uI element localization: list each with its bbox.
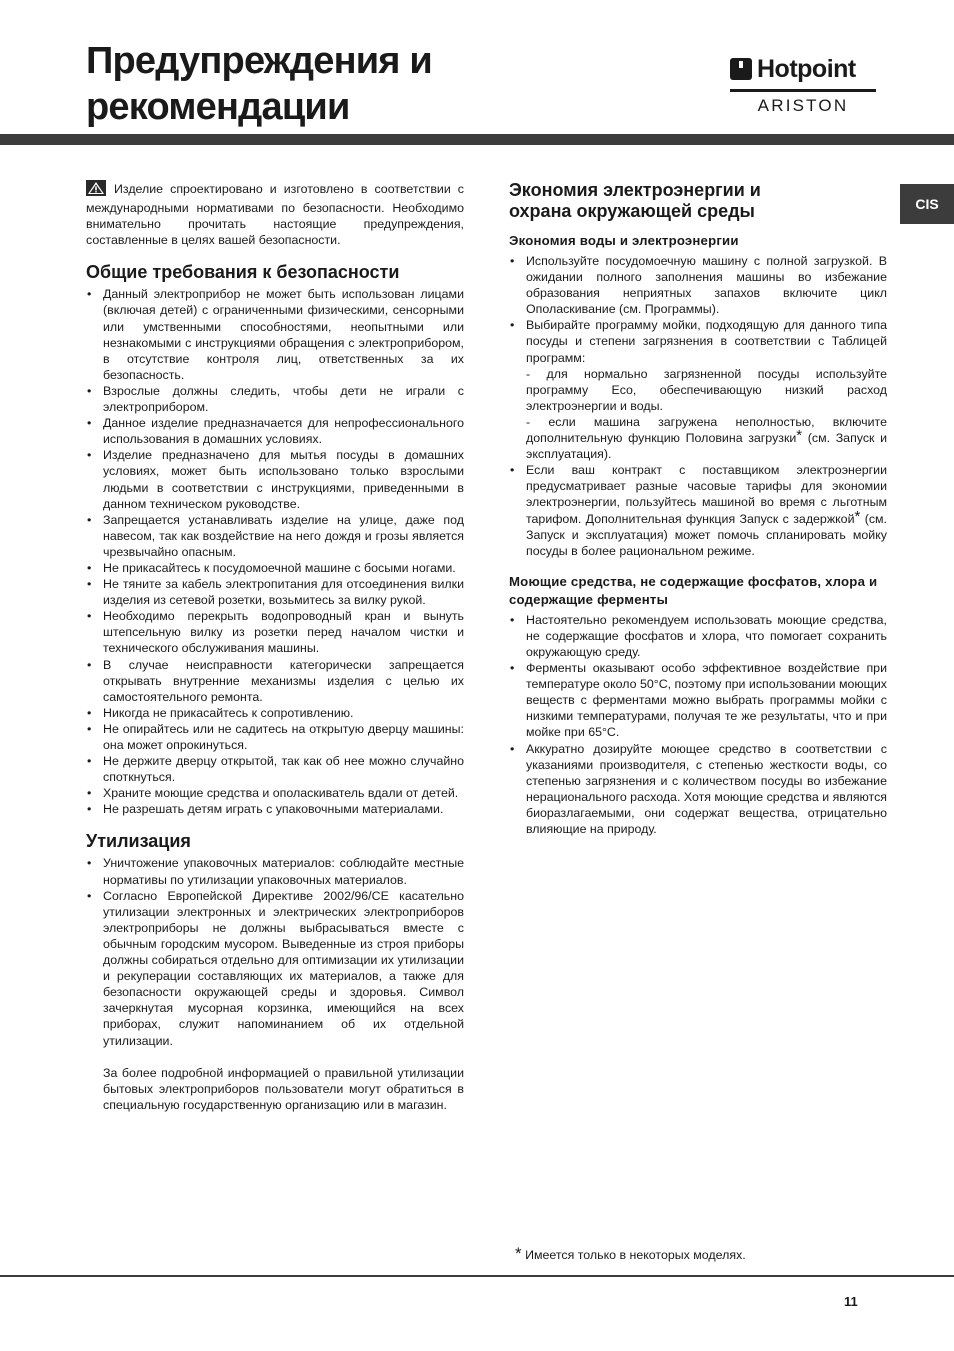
safety-list: [86, 286, 464, 817]
half-load-text: - если машина загружена неполностью, включите дополнительную функцию Половина загрузки: [526, 414, 887, 446]
footnote-marker: *: [854, 507, 861, 525]
safety-heading: Общие требования к безопасности: [86, 262, 400, 283]
page-title: [86, 38, 432, 130]
list-item: • Данное изделие предназначается для непрофессионального использования в домашних условиях.: [86, 415, 464, 447]
disposal-heading: Утилизация: [86, 831, 191, 852]
disposal-info-text: За более подробной информацией о правильной утилизации бытовых электроприборов пользователи могут обратиться в специальную государственную организацию или в магазин.: [103, 1065, 464, 1112]
detergents-list: [509, 612, 887, 837]
list-item: [86, 888, 464, 1113]
list-item: [509, 317, 887, 462]
brand-divider: [730, 89, 876, 92]
brand-mark-icon: [730, 58, 752, 80]
normal-soil-text: - для нормально загрязненной посуды используйте программу Eco, обеспечивающую низкий расход электроэнергии и воды.: [526, 366, 887, 413]
tariff-text: Если ваш контракт с поставщиком электроэнергии предусматривает разные часовые тарифы для экономии электроэнергии, пользуйтесь машиной во время с льготным тарифом. Дополнительная функция Запуск с задержкой: [526, 463, 887, 526]
program-choice-text: Выбирайте программу мойки, подходящую для данного типа посуды и степени загрязнения в соответствии с Таблицей программ:: [526, 318, 887, 365]
tariff-tail: (см. Запуск и эксплуатация) может помочь спланировать мойку посуды в более рациональном режиме.: [526, 511, 888, 558]
list-item: • Изделие предназначено для мытья посуды в домашних условиях, может быть использовано только взрослыми людьми в соответствии с инструкциями, приведенными в данном техническом руководстве.: [86, 447, 464, 511]
warning-icon: [86, 180, 106, 200]
language-tab: CIS: [900, 184, 954, 224]
brand-name: Hotpoint: [757, 55, 856, 83]
list-item: • Уничтожение упаковочных материалов: соблюдайте местные нормативы по утилизации упаковочных материалов.: [86, 855, 464, 887]
brand-subname: ARISTON: [757, 96, 849, 115]
detergents-heading: Моющие средства, не содержащие фосфатов, хлора и содержащие ферменты: [509, 573, 878, 607]
list-item: • Храните моющие средства и ополаскиватель вдали от детей.: [86, 785, 464, 801]
list-item: • Аккуратно дозируйте моющее средство в соответствии с указаниями производителя, с степенью жесткости воды, со степенью загрязнения и с количеством посуды во избежание нерационального расхода. Хотя моющие средства и являются биоразлагаемыми, они содержат вещества, отрицательно влияющие на природу.: [509, 741, 887, 838]
list-item: • В случае неисправности категорически запрещается открывать внутренние механизмы изделия с целью их самостоятельного ремонта.: [86, 657, 464, 705]
footnote-marker: *: [796, 427, 803, 445]
list-item: • Не держите дверцу открытой, так как об нее можно случайно споткнуться.: [86, 753, 464, 785]
footer-rule: [0, 1275, 954, 1277]
list-item: • Не прикасайтесь к посудомоечной машине с босыми ногами.: [86, 560, 464, 576]
footnote-star: *: [515, 1244, 522, 1263]
economy-heading-line1: Экономия электроэнергии и: [509, 180, 761, 200]
economy-list: [509, 253, 887, 559]
economy-subheading: Экономия воды и электроэнергии: [509, 233, 739, 248]
list-item: • Необходимо перекрыть водопроводный кран и вынуть штепсельную вилку из розетки перед началом чистки и технического обслуживания машины.: [86, 608, 464, 656]
economy-heading: [509, 180, 887, 222]
page-title-line1: Предупреждения и: [86, 40, 432, 82]
footnote: [515, 1244, 746, 1263]
list-item: • Не опирайтесь или не садитесь на открытую дверцу машины: она может опрокинуться.: [86, 721, 464, 753]
list-item: • Данный электроприбор не может быть использован лицами (включая детей) с ограниченными физическими, сенсорными или умственными способностями, неопытными или незнакомыми с инструкциями обращения с электроприбором, в отсутствие контроля лиц, ответственных за их безопасность.: [86, 286, 464, 383]
list-item: • Не разрешать детям играть с упаковочными материалами.: [86, 801, 464, 817]
header-band: [0, 134, 954, 145]
list-item: • Запрещается устанавливать изделие на улице, даже под навесом, так как воздействие на него дождя и грозы является чрезвычайно опасным.: [86, 512, 464, 560]
page-title-line2: рекомендации: [86, 86, 350, 128]
list-item: [509, 462, 887, 559]
economy-heading-line2: охрана окружающей среды: [509, 201, 755, 221]
list-item: • Взрослые должны следить, чтобы дети не играли с электроприбором.: [86, 383, 464, 415]
half-load-tail: (см. Запуск и эксплуатация).: [526, 431, 887, 462]
page-number: 11: [844, 1294, 858, 1309]
list-item: • Используйте посудомоечную машину с полной загрузкой. В ожидании полного заполнения машины во избежание образования неприятных запахов включите цикл Ополаскивание (см. Программы).: [509, 253, 887, 317]
list-item: • Не тяните за кабель электропитания для отсоединения вилки изделия из сетевой розетки, возьмитесь за вилку рукой.: [86, 576, 464, 608]
footnote-text: Имеется только в некоторых моделях.: [525, 1248, 746, 1262]
right-column: [509, 180, 887, 837]
disposal-directive-text: Согласно Европейской Директиве 2002/96/CE касательно утилизации электронных и электрических электроприборов электроприборы не должны выбрасываться вместе с обычным городским мусором. Выведенные из строя приборы должны собираться отдельно для оптимизации их утилизации и рекуперации составляющих их материалов, а также для безопасности окружающей среды и здоровья. Символ зачеркнутая мусорная корзинка, имеющийся на всех приборах, служит напоминанием об их отдельной утилизации.: [103, 888, 464, 1048]
list-item: • Никогда не прикасайтесь к сопротивлению.: [86, 705, 464, 721]
list-item: • Настоятельно рекомендуем использовать моющие средства, не содержащие фосфатов и хлора, что помогает сохранить окружающую среду.: [509, 612, 887, 660]
list-item: • Ферменты оказывают особо эффективное воздействие при температуре около 50°C, поэтому при использовании моющих веществ с ферментами можно выбрать программы мойки с низкими температурами, получая те же результаты, что и при мойке при 65°C.: [509, 660, 887, 740]
brand-logo: [730, 54, 876, 118]
left-column: [86, 180, 464, 1113]
intro-paragraph: [86, 180, 464, 248]
intro-text: Изделие спроектировано и изготовлено в соответствии с международными нормативами по безопасности. Необходимо внимательно прочитать настоящие предупреждения, составленные в целях вашей безопасности.: [86, 182, 464, 248]
disposal-list: [86, 855, 464, 1112]
